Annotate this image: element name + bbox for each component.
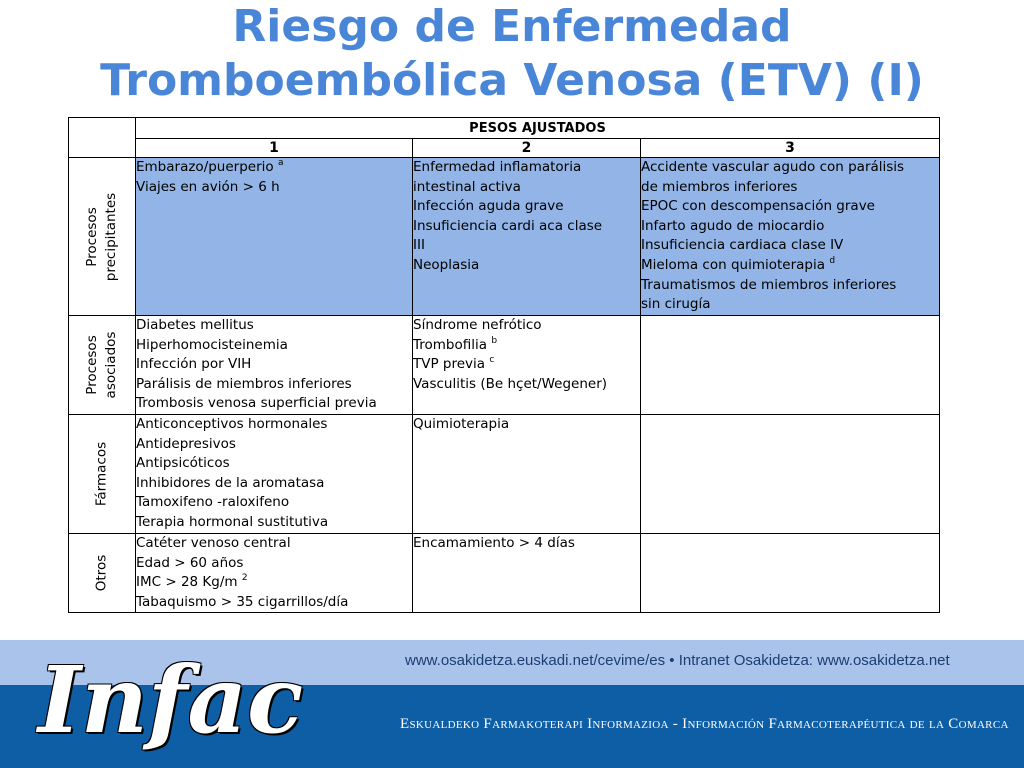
risk-table (68, 117, 940, 613)
cell-line: Viajes en avión > 6 h (136, 178, 280, 195)
row-label-line: Procesos (84, 206, 100, 267)
cell-line: Terapia hormonal sustitutiva (136, 513, 329, 530)
cell-line: Edad > 60 años (136, 554, 244, 571)
table-cell (413, 415, 641, 534)
cell-line: Insuficiencia cardi aca clase (413, 217, 603, 234)
footnote-marker: c (489, 355, 495, 366)
table-row (69, 534, 940, 613)
table-cell (641, 534, 940, 613)
row-label-line: asociados (103, 331, 119, 399)
cell-line: sin cirugía (641, 296, 711, 313)
cell-line: Inhibidores de la aromatasa (136, 474, 325, 491)
table-cell (136, 415, 413, 534)
footnote-marker: b (491, 335, 498, 346)
cell-line: Accidente vascular agudo con parálisis (641, 159, 905, 175)
title-line-2: Tromboembólica Venosa (ETV) (I) (100, 55, 924, 106)
column-number-row (69, 139, 940, 158)
cell-line: Hiperhomocisteinemia (136, 336, 288, 353)
row-label (69, 316, 136, 415)
cell-line: Trombosis venosa superficial previa (136, 395, 377, 412)
cell-line: Trombofilia $^b$ (413, 335, 498, 353)
table-cell (641, 415, 940, 534)
cell-line: Diabetes mellitus (136, 317, 254, 333)
cell-line: IMC > 28 Kg/m $^2$ (136, 573, 248, 591)
row-label (69, 158, 136, 316)
cell-line: Encamamiento > 4 días (413, 535, 575, 551)
table-cell (136, 316, 413, 415)
cell-line: Antidepresivos (136, 435, 236, 452)
cell-line: Embarazo/puerperio $^a$ (136, 158, 284, 175)
table-row (69, 316, 940, 415)
table-cell (413, 316, 641, 415)
footnote-marker: d (829, 255, 836, 266)
pesos-ajustados-header: PESOS AJUSTADOS (136, 118, 940, 139)
footer-subtitle: Eskualdeko Farmakoterapi Informazioa - Información Farmacoterapéutica de la Comarca (400, 716, 1009, 732)
table-cell (641, 316, 940, 415)
cell-line: Parálisis de miembros inferiores (136, 375, 352, 392)
cell-line: Neoplasia (413, 256, 480, 273)
row-label (69, 415, 136, 534)
cell-line: Infección aguda grave (413, 198, 564, 215)
cell-line: Mieloma con quimioterapia $^d$ (641, 255, 836, 273)
row-label-line: Fármacos (93, 441, 110, 507)
table-cell (136, 534, 413, 613)
cell-line: III (413, 237, 425, 254)
row-label-line: Procesos (84, 335, 100, 395)
cell-line: Vasculitis (Be hçet/Wegener) (413, 375, 608, 392)
page-title (0, 0, 1024, 108)
row-label-text (83, 332, 121, 399)
cell-line: Anticonceptivos hormonales (136, 416, 328, 432)
table-cell (136, 158, 413, 316)
cell-line: intestinal activa (413, 178, 521, 195)
cell-line: Insuficiencia cardiaca clase IV (641, 237, 844, 254)
infac-logo: Infac (38, 646, 304, 754)
cell-line: Traumatismos de miembros inferiores (641, 276, 897, 293)
footnote-marker: a (277, 158, 284, 168)
cell-line: de miembros inferiores (641, 178, 798, 195)
row-label (69, 534, 136, 613)
cell-line: Catéter venoso central (136, 535, 291, 551)
row-label-line: precipitantes (103, 192, 119, 281)
footnote-marker: 2 (241, 573, 248, 584)
cell-line: Tabaquismo > 35 cigarrillos/día (136, 593, 349, 610)
table-cell (641, 158, 940, 316)
cell-line: Enfermedad inflamatoria (413, 159, 582, 175)
column-1-header: 1 (136, 139, 413, 158)
table-header-row (69, 118, 940, 139)
column-2-header: 2 (413, 139, 641, 158)
table-row (69, 158, 940, 316)
cell-line: Quimioterapia (413, 416, 510, 432)
table-cell (413, 534, 641, 613)
cell-line: EPOC con descompensación grave (641, 198, 875, 215)
row-label-line: Otros (93, 554, 110, 592)
title-line-1: Riesgo de Enfermedad (232, 1, 792, 52)
cell-line: Infarto agudo de miocardio (641, 217, 825, 234)
footer-urls: www.osakidetza.euskadi.net/cevime/es • Intranet Osakidetza: www.osakidetza.net (405, 652, 950, 669)
table-cell (413, 158, 641, 316)
cell-line: Infección por VIH (136, 356, 252, 373)
corner-cell (69, 118, 136, 158)
cell-line: Tamoxifeno -raloxifeno (136, 494, 290, 511)
row-label-text (93, 442, 112, 506)
cell-line: Síndrome nefrótico (413, 317, 542, 333)
column-3-header: 3 (641, 139, 940, 158)
row-label-text (83, 192, 121, 280)
cell-line: Antipsicóticos (136, 455, 230, 472)
row-label-text (93, 555, 112, 591)
table-row (69, 415, 940, 534)
cell-line: TVP previa $^c$ (413, 355, 495, 373)
